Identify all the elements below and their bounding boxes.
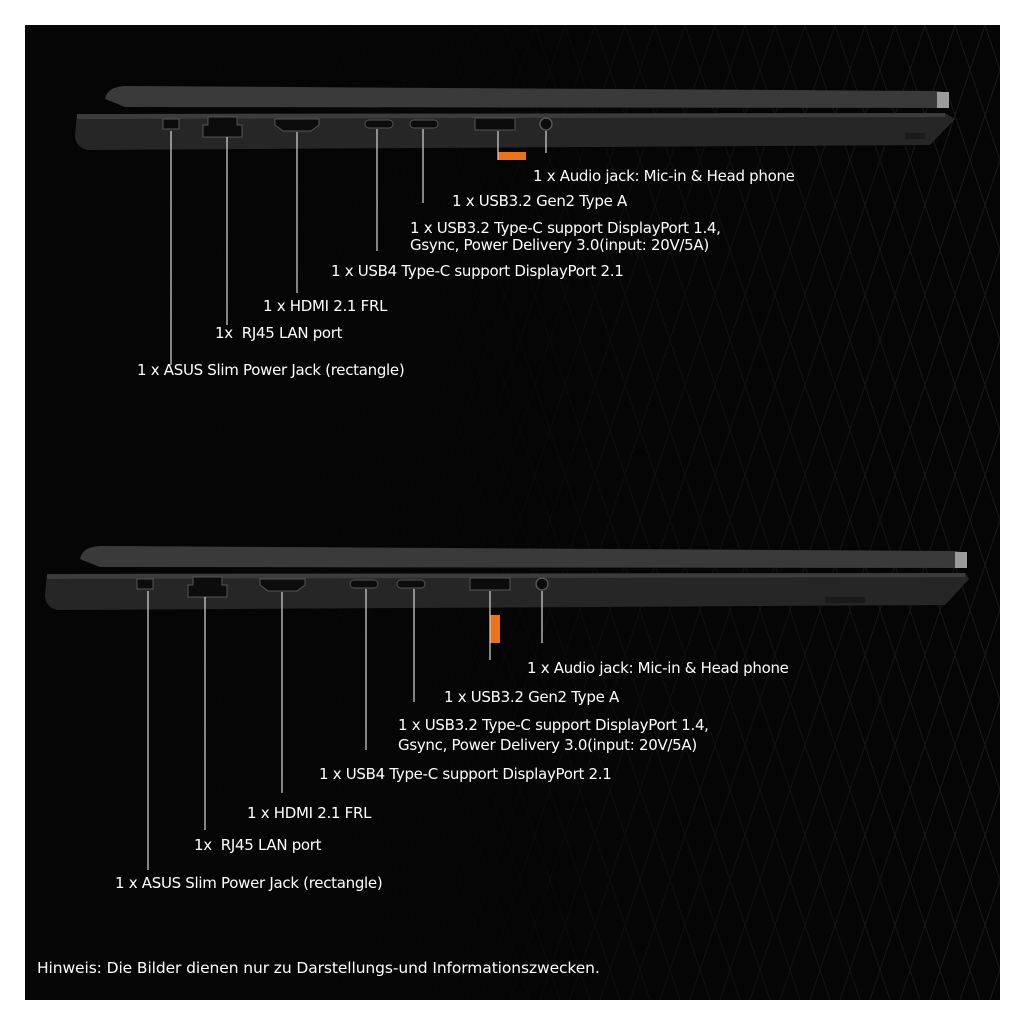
usb-c-port [410,120,438,128]
label-usb4: 1 x USB4 Type-C support DisplayPort 2.1 [331,262,624,280]
usb-a-port [475,118,515,130]
rj45-port [188,577,227,597]
label-hdmi: 1 x HDMI 2.1 FRL [247,804,372,822]
image-frame [25,25,1000,1000]
usb4-port [350,580,378,588]
label-usb-c-line2: Gsync, Power Delivery 3.0(input: 20V/5A) [398,736,697,754]
hinge-cap [937,92,949,108]
laptop-view-lower [25,485,1000,955]
label-usb4: 1 x USB4 Type-C support DisplayPort 2.1 [319,765,612,783]
laptop-view-upper [25,25,1000,495]
laptop-lid [105,86,947,108]
usb-a-port [470,578,510,590]
orange-tab [490,615,500,643]
disclaimer-note: Hinweis: Die Bilder dienen nur zu Darstellungs-und Informationszwecken. [37,959,600,977]
label-usb-a: 1 x USB3.2 Gen2 Type A [452,192,627,210]
label-usb-c-line1: 1 x USB3.2 Type-C support DisplayPort 1.4, [398,716,709,734]
hdmi-port [260,579,305,591]
audio-jack-port [536,578,548,590]
label-usb-c-line1: 1 x USB3.2 Type-C support DisplayPort 1.4, [410,219,721,237]
hinge-cap [955,552,967,568]
label-usb-a: 1 x USB3.2 Gen2 Type A [444,688,619,706]
orange-tab [498,152,526,160]
hdmi-port [275,119,319,131]
audio-jack-port [540,118,552,130]
power-jack-port [163,119,179,129]
label-power-jack: 1 x ASUS Slim Power Jack (rectangle) [115,874,383,892]
label-rj45: 1x RJ45 LAN port [194,836,322,854]
laptop-lid [80,546,965,568]
label-usb-c-line2: Gsync, Power Delivery 3.0(input: 20V/5A) [410,236,709,254]
usb4-port [365,120,393,128]
label-rj45: 1x RJ45 LAN port [215,324,343,342]
label-power-jack: 1 x ASUS Slim Power Jack (rectangle) [137,361,405,379]
laptop-side-drawing [25,25,1000,495]
label-audio-jack: 1 x Audio jack: Mic-in & Head phone [533,167,795,185]
rj45-port [203,117,242,137]
label-audio-jack: 1 x Audio jack: Mic-in & Head phone [527,659,789,677]
label-hdmi: 1 x HDMI 2.1 FRL [263,297,388,315]
power-jack-port [137,579,153,589]
usb-c-port [397,580,425,588]
